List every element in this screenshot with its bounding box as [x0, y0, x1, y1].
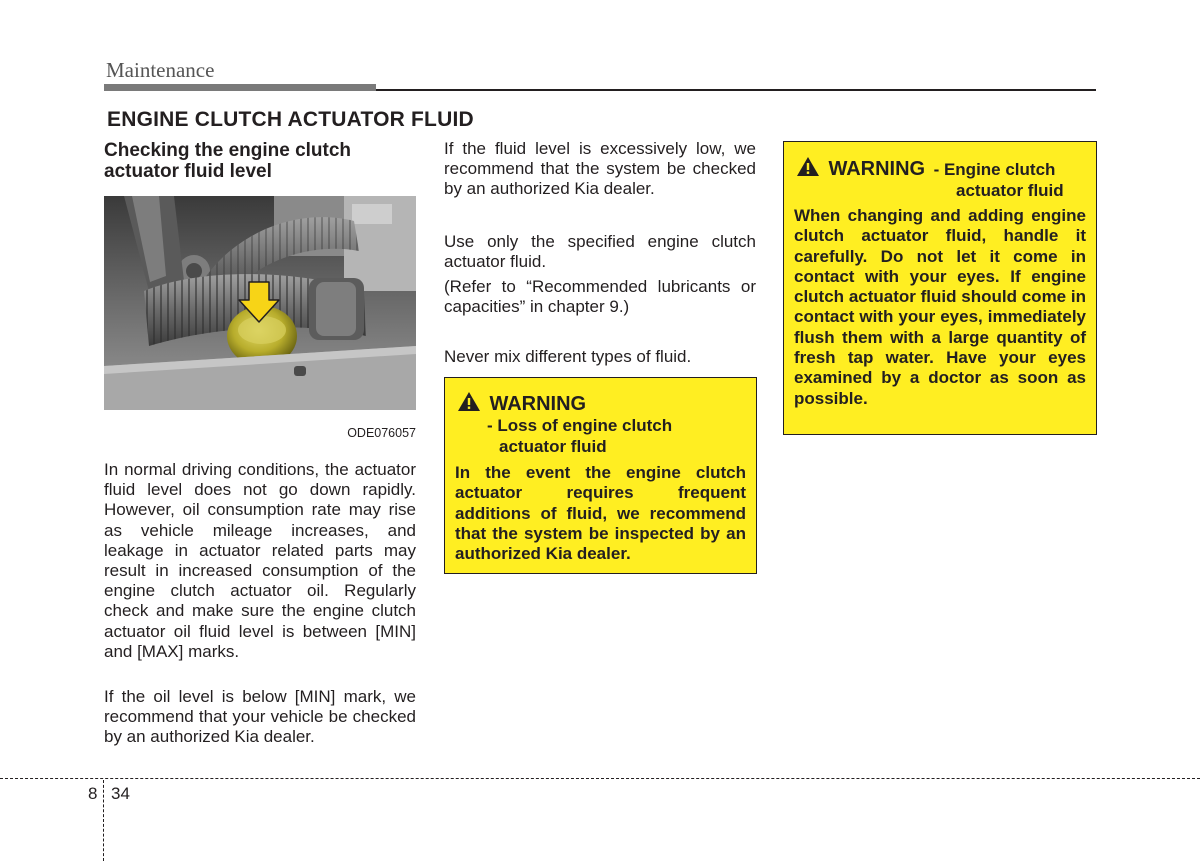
warning-box-fluid-loss: [444, 377, 757, 574]
warning-triangle-icon: [796, 156, 820, 177]
subheading: Checking the engine clutch actuator fluid level: [104, 140, 352, 182]
warning-subtitle-line1: - Engine clutch: [933, 160, 1056, 179]
figure-code: ODE076057: [347, 426, 416, 440]
section-label: Maintenance: [106, 58, 215, 82]
warning-label: WARNING: [828, 158, 926, 180]
warning-box-eye-contact: [783, 141, 1097, 435]
chapter-number: 8: [88, 784, 98, 803]
footer-divider: [103, 780, 104, 861]
warning-subtitle-line2: actuator fluid: [499, 437, 607, 456]
paragraph-specified-fluid: Use only the specified engine clutch actuator fluid.: [444, 232, 756, 272]
page-number: 34: [111, 784, 130, 803]
paragraph-refer-chapter: (Refer to “Recommended lubricants or capacities” in chapter 9.): [444, 277, 756, 317]
figure: [104, 196, 416, 446]
paragraph-below-min: If the oil level is below [MIN] mark, we recommend that your vehicle be checked by an authorized Kia dealer.: [104, 687, 416, 747]
paragraph-excessively-low: If the fluid level is excessively low, we recommend that the system be checked by an authorized Kia dealer.: [444, 139, 756, 199]
warning-triangle-icon: [457, 391, 481, 412]
header-rule-thin: [376, 89, 1096, 91]
warning-subtitle-line1: - Loss of engine clutch: [487, 416, 673, 435]
warning-body: When changing and adding engine clutch actuator fluid, handle it carefully. Do not let it come in contact with your eyes. If engine clutch actuator fluid should come in contact with your eyes, immediately flush them with a large quantity of fresh tap water. Have your eyes examined by a doctor as soon as possible.: [794, 206, 1086, 408]
paragraph-never-mix: Never mix different types of fluid.: [444, 347, 692, 366]
paragraph-normal-driving: In normal driving conditions, the actuator fluid level does not go down rapidly. However, oil consumption rate may rise as vehicle mileage increases, and leakage in actuator related parts may result in increased consumption of the engine clutch actuator oil. Regularly check and make sure the engine clutch actuator oil fluid level is between [MIN] and [MAX] marks.: [104, 460, 416, 661]
warning-body: In the event the engine clutch actuator requires frequent additions of fluid, we recommend that the system be inspected by an authorized Kia dealer.: [455, 463, 746, 564]
footer-rule: [0, 778, 1200, 779]
warning-label: WARNING: [489, 393, 587, 415]
header-rule-thick: [104, 84, 376, 91]
page-title: ENGINE CLUTCH ACTUATOR FLUID: [107, 108, 474, 131]
engine-bay-photo: [104, 196, 416, 410]
warning-subtitle-line2: actuator fluid: [956, 181, 1064, 200]
